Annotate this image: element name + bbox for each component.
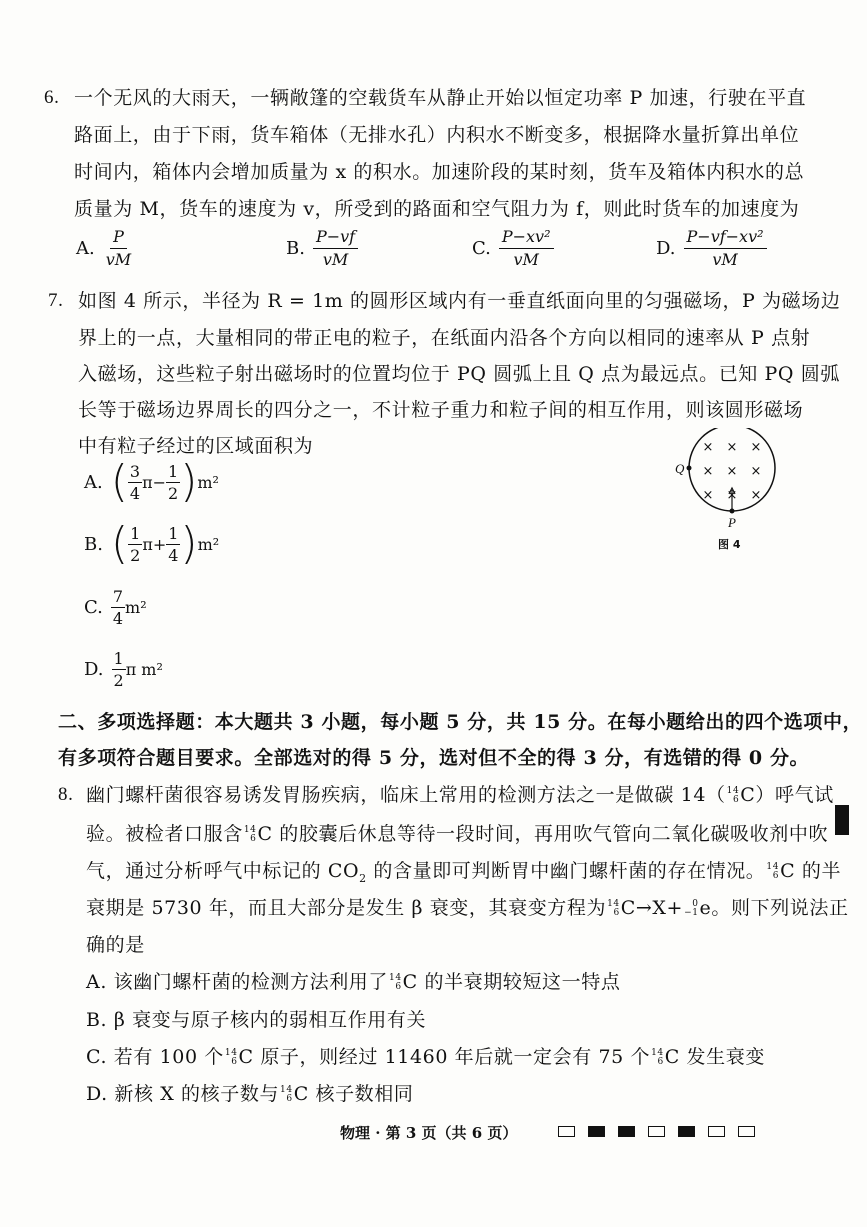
label-q: Q: [675, 461, 685, 476]
question-7-line-4: 长等于磁场边界周长的四分之一，不计粒子重力和粒子间的相互作用，则该圆形磁场: [78, 399, 804, 421]
q8-option-a[interactable]: [86, 970, 620, 994]
numerator: 7: [112, 587, 124, 606]
mass-number: 14: [766, 862, 780, 872]
atomic-number: 6: [732, 795, 740, 805]
subscript: 2: [359, 871, 367, 885]
section-2-instructions-line-1: 二、多项选择题：本大题共 3 小题，每小题 5 分，共 15 分。在每小题给出的四个选项中，: [58, 711, 863, 733]
question-8-line-1: [86, 783, 834, 807]
q7-option-a-label: A.: [84, 471, 103, 493]
denominator: 4: [129, 483, 141, 503]
text-segment: C 的胶囊后休息等待一段时间，再用吹气管向二氧化碳吸收剂中吹: [257, 823, 829, 845]
denominator: 2: [113, 671, 124, 690]
field-cross: ×: [702, 464, 714, 479]
carbon-14-nuclide: [280, 1086, 293, 1104]
numerator: 3: [129, 461, 141, 481]
numerator: 1: [168, 523, 179, 543]
carbon-14-nuclide: [389, 974, 402, 992]
footer-mark: [708, 1126, 725, 1137]
q6-option-a[interactable]: [76, 226, 134, 271]
question-6-line-1: 一个无风的大雨天，一辆敞篷的空载货车从静止开始以恒定功率 P 加速，行驶在平直: [74, 87, 807, 109]
q6-option-c-fraction: [499, 226, 554, 271]
footer-mark: [618, 1126, 635, 1137]
atomic-number: 6: [613, 908, 620, 918]
q7-a-frac-2: [166, 461, 180, 504]
numerator: 1: [113, 649, 124, 668]
text-segment: 幽门螺杆菌很容易诱发胃肠疾病，临床上常用的检测方法之一是做碳 14（: [86, 784, 726, 806]
q8-option-c[interactable]: [86, 1045, 765, 1069]
text-segment: D. 新核 X 的核子数与: [86, 1083, 280, 1105]
q6-option-d-fraction: [684, 226, 767, 271]
q7-a-operator: π−: [142, 472, 167, 492]
q7-b-frac-2: [166, 523, 180, 566]
point-q-dot: [687, 466, 692, 471]
q7-option-a-expression: [110, 456, 219, 507]
mass-number: 0: [692, 899, 699, 909]
field-cross: ×: [726, 464, 738, 479]
q8-option-d[interactable]: [86, 1082, 413, 1106]
q8-option-b[interactable]: B. β 衰变与原子核内的弱相互作用有关: [86, 1009, 427, 1031]
question-7-line-3: 入磁场，这些粒子射出磁场时的位置均位于 PQ 圆弧上且 Q 点为最远点。已知 PQ 圆弧: [78, 363, 840, 385]
q7-c-frac: [111, 586, 125, 629]
q7-a-frac-1: [128, 461, 142, 504]
footer-mark: [648, 1126, 665, 1137]
figure-4-magnetic-field: [672, 428, 802, 580]
q7-option-d[interactable]: [84, 648, 163, 691]
field-cross: ×: [702, 440, 714, 455]
footer-alignment-marks: [558, 1126, 755, 1137]
question-8-line-2: [86, 822, 828, 846]
carbon-14-nuclide: [607, 900, 620, 918]
q6-a-numerator: P: [110, 226, 127, 249]
field-cross: ×: [726, 488, 738, 503]
q7-b-unit: m²: [197, 534, 220, 554]
footer-mark: [738, 1126, 755, 1137]
mass-number: 14: [280, 1085, 293, 1095]
q7-c-unit: m²: [125, 598, 147, 617]
q7-a-unit: m²: [197, 472, 219, 492]
text-segment: C 原子，则经过 11460 年后就一定会有 75 个: [238, 1046, 651, 1068]
text-segment: A. 该幽门螺杆菌的检测方法利用了: [86, 971, 389, 993]
text-segment: C 核子数相同: [293, 1083, 414, 1105]
footer-mark: [558, 1126, 575, 1137]
q6-option-b-fraction: [313, 226, 358, 271]
field-cross: ×: [750, 464, 762, 479]
page-footer: 物理 · 第 3 页（共 6 页）: [340, 1124, 518, 1142]
carbon-14-nuclide: [651, 1049, 664, 1067]
denominator: 2: [130, 545, 141, 565]
question-7-number: 7.: [48, 290, 64, 311]
q7-option-a[interactable]: [84, 456, 219, 507]
question-8-line-5: 确的是: [86, 934, 145, 956]
question-6-line-4: 质量为 M，货车的速度为 v，所受到的路面和空气阻力为 f，则此时货车的加速度为: [74, 198, 800, 220]
carbon-14-nuclide: [244, 826, 257, 844]
text-segment: C. 若有 100 个: [86, 1046, 224, 1068]
left-paren: (: [110, 518, 129, 569]
field-cross: ×: [726, 440, 738, 455]
q6-d-denominator: vM: [712, 250, 738, 269]
text-segment: C→X+: [620, 897, 684, 919]
text-segment: 衰期是 5730 年，而且大部分是发生 β 衰变，其衰变方程为: [86, 897, 607, 919]
q6-option-c-label: C.: [472, 238, 491, 259]
q7-option-b[interactable]: [84, 518, 220, 569]
q7-option-c-expression: [111, 586, 147, 629]
question-8-line-3: [86, 859, 841, 891]
question-6-line-3: 时间内，箱体内会增加质量为 x 的积水。加速阶段的某时刻，货车及箱体内积水的总: [74, 161, 805, 183]
q6-d-numerator: P−vf−xv²: [684, 226, 767, 249]
q7-option-b-label: B.: [84, 533, 103, 555]
q6-option-a-label: A.: [76, 238, 95, 259]
text-segment: 的含量即可判断胃中幽门螺杆菌的存在情况。: [366, 860, 766, 882]
q6-option-b[interactable]: [286, 226, 358, 271]
mass-number: 14: [651, 1048, 664, 1058]
text-segment: 气，通过分析呼气中标记的 CO: [86, 860, 360, 882]
q7-option-b-expression: [110, 518, 220, 569]
electron-symbol: [684, 900, 698, 918]
q7-b-frac-1: [128, 523, 142, 566]
text-segment: C 的半衰期较短这一特点: [402, 971, 621, 993]
q7-d-unit: π m²: [125, 660, 163, 679]
question-6-line-2: 路面上，由于下雨，货车箱体（无排水孔）内积水不断变多，根据降水量折算出单位: [74, 124, 800, 146]
question-7-line-1: 如图 4 所示，半径为 R = 1m 的圆形区域内有一垂直纸面向里的匀强磁场，P 为磁场边: [78, 290, 841, 312]
numerator: 1: [130, 523, 141, 543]
mass-number: 14: [389, 973, 402, 983]
footer-mark: [588, 1126, 605, 1137]
text-segment: C 的半: [780, 860, 842, 882]
atomic-number: 6: [286, 1094, 293, 1104]
atomic-number: 6: [657, 1057, 664, 1067]
mass-number: 14: [243, 825, 257, 835]
denominator: 4: [168, 545, 179, 565]
q7-option-d-expression: [112, 648, 163, 691]
atomic-number: 6: [772, 871, 780, 881]
question-8-number: 8.: [58, 784, 74, 805]
text-segment: C 发生衰变: [664, 1046, 765, 1068]
q6-b-numerator: P−vf: [313, 226, 358, 249]
q6-a-denominator: vM: [105, 250, 132, 269]
q6-b-denominator: vM: [322, 250, 349, 269]
question-7-line-5: 中有粒子经过的区域面积为: [78, 435, 314, 457]
figure-caption: 图 4: [718, 538, 741, 551]
text-segment: e。则下列说法正: [699, 897, 849, 919]
atomic-number: 6: [250, 834, 257, 844]
mass-number: 14: [607, 899, 620, 909]
right-paren: ): [180, 456, 198, 507]
q7-option-c-label: C.: [84, 597, 103, 618]
field-cross: ×: [750, 440, 762, 455]
denominator: 4: [112, 609, 124, 628]
label-p: P: [728, 515, 736, 530]
q6-option-a-fraction: [103, 226, 134, 271]
q7-b-operator: π+: [142, 534, 167, 554]
field-cross: ×: [702, 488, 714, 503]
q6-option-c[interactable]: [472, 226, 554, 271]
q6-c-numerator: P−xv²: [499, 226, 554, 249]
text-segment: C）呼气试: [740, 784, 834, 806]
q7-option-c[interactable]: [84, 586, 147, 629]
q6-option-d[interactable]: [656, 226, 767, 271]
q7-option-d-label: D.: [84, 659, 104, 680]
charge-number: −1: [684, 908, 699, 918]
carbon-14-nuclide: [225, 1049, 238, 1067]
field-cross: ×: [750, 488, 762, 503]
carbon-14-nuclide: [727, 787, 740, 805]
q6-c-denominator: vM: [513, 250, 539, 269]
question-7-line-2: 界上的一点，大量相同的带正电的粒子，在纸面内沿各个方向以相同的速率从 P 点射: [78, 327, 811, 349]
carbon-14-nuclide: [766, 863, 779, 881]
right-paren: ): [180, 518, 198, 569]
q6-option-b-label: B.: [286, 238, 305, 259]
left-paren: (: [110, 456, 128, 507]
question-6-number: 6.: [44, 87, 60, 108]
question-8-line-4: [86, 896, 849, 920]
footer-mark: [678, 1126, 695, 1137]
text-segment: 验。被检者口服含: [86, 823, 243, 845]
q6-option-d-label: D.: [656, 238, 676, 259]
numerator: 1: [168, 461, 179, 481]
atomic-number: 6: [395, 982, 402, 992]
section-2-instructions-line-2: 有多项符合题目要求。全部选对的得 5 分，选对但不全的得 3 分，有选错的得 0 分。: [58, 747, 810, 769]
atomic-number: 6: [231, 1057, 238, 1067]
mass-number: 14: [726, 786, 740, 796]
page-edge-tab-mark: [835, 805, 849, 835]
denominator: 2: [168, 483, 179, 503]
q7-d-frac: [112, 648, 126, 691]
mass-number: 14: [224, 1048, 238, 1058]
